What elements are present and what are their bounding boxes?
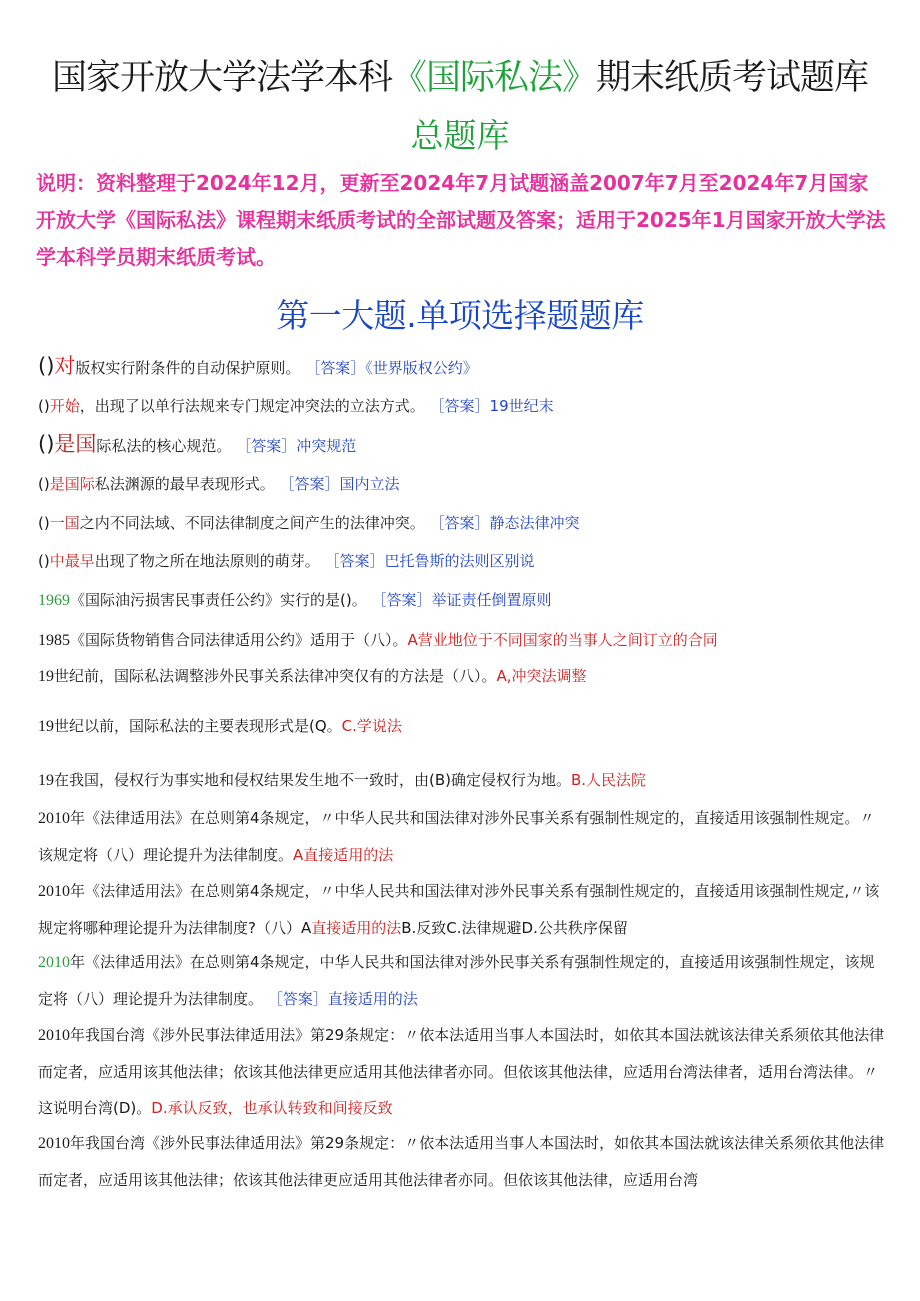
question-answer: ［答案］冲突规范 [236,437,357,455]
question-text: 版权实行附条件的自动保护原则。 [75,359,301,377]
question-highlight: 开始 [49,397,80,415]
question-answer: ［答案］举证责任倒置原则 [371,591,552,609]
question-item [38,505,888,541]
description-note: 说明：资料整理于2024年12月，更新至2024年7月试题涵盖2007年7月至2024年7月国家开放大学《国际私法》课程期末纸质考试的全部试题及答案；适用于2025年1月国家开放大学法学本科学员期末纸质考试。 [36,171,886,269]
question-text: 年《法律适用法》在总则第4条规定，〃中华人民共和国法律对涉外民事关系有强制性规定的，直接适用该强制性规定,〃该规定将哪种理论提升为法律制度?（八）A [38,882,880,937]
question-blank: () [38,475,50,493]
question-text: 年《法律适用法》在总则第4条规定，中华人民共和国法律对涉外民事关系有强制性规定的，直接适用该强制性规定，该规定将（八）理论提升为法律制度。 [38,953,875,1008]
question-text: 年我国台湾《涉外民事法律适用法》第29条规定：〃依本法适用当事人本国法时，如依其本国法就该法律关系须依其他法律而定者，应适用该其他法律；依该其他法律更应适用其他法律者亦同。但依该其他法律，应适用台湾 [38,1134,885,1189]
question-item [38,543,888,579]
question-text: 在我国，侵权行为事实地和侵权结果发生地不一致时，由(B)确定侵权行为地。 [54,771,571,789]
question-year: 19 [38,668,54,685]
question-year: 19 [38,772,54,789]
question-item [38,1017,888,1126]
question-text: 之内不同法域、不同法律制度之间产生的法律冲突。 [79,514,425,532]
question-item [38,388,888,424]
document-subtitle: 总题库 [410,116,510,155]
question-highlight: 中最早 [49,552,95,570]
question-text: 出现了物之所在地法原则的萌芽。 [94,552,320,570]
question-highlight: 对 [54,354,76,378]
question-answer: B.人民法院 [571,771,647,789]
question-item [38,466,888,502]
question-blank: () [38,397,50,415]
question-year: 2010 [38,1027,70,1044]
question-item [38,658,888,695]
question-item [38,1125,888,1198]
question-blank: () [38,432,55,456]
question-answer: D.承认反致，也承认转致和间接反致 [151,1099,393,1117]
question-answer: A,冲突法调整 [496,667,587,685]
question-year: 1985 [38,632,70,649]
question-text: 私法渊源的最早表现形式。 [94,475,275,493]
question-answer: 直接适用的法 [311,919,402,937]
section-title: 第一大题.单项选择题题库 [276,296,644,335]
question-item [38,873,888,946]
question-highlight: 一国 [49,514,80,532]
question-year: 2010 [38,1135,70,1152]
question-year: 19 [38,718,54,735]
question-answer: A营业地位于不同国家的当事人之间订立的合同 [407,631,718,649]
question-answer: A直接适用的法 [293,846,394,864]
question-item [38,944,888,1017]
question-year: 1969 [38,592,70,609]
question-year: 2010 [38,810,70,827]
title-course-name: 《国际私法》 [391,58,596,98]
question-answer: ［答案］直接适用的法 [267,990,418,1008]
question-options: B.反致C.法律规避D.公共秩序保留 [401,919,628,937]
question-text: 年《法律适用法》在总则第4条规定，〃中华人民共和国法律对涉外民事关系有强制性规定的，直接适用该强制性规定。〃该规定将（八）理论提升为法律制度。 [38,809,875,864]
question-blank: () [38,552,50,570]
question-item [38,582,888,619]
question-text: 年我国台湾《涉外民事法律适用法》第29条规定：〃依本法适用当事人本国法时，如依其本国法就该法律关系须依其他法律而定者，应适用该其他法律；依该其他法律更应适用其他法律者亦同。但依该其他法律，应适用台湾法律者，适用台湾法律。〃这说明台湾(D)。 [38,1026,885,1117]
question-answer: ［答案］19世纪末 [429,397,554,415]
question-item [38,708,888,745]
question-text: 《国际油污损害民事责任公约》实行的是()。 [70,591,367,609]
question-item [38,622,888,659]
question-highlight: 是国际 [49,475,95,493]
question-answer: ［答案］巴托鲁斯的法则区别说 [324,552,535,570]
question-text: 世纪前，国际私法调整涉外民事关系法律冲突仅有的方法是（八）。 [54,667,497,685]
document-title [0,50,920,100]
question-text: 际私法的核心规范。 [96,437,232,455]
title-part-3: 期末纸质考试题库 [596,58,869,98]
question-blank: () [38,514,50,532]
question-year: 2010 [38,883,70,900]
title-part-1: 国家开放大学法学本科 [51,58,392,98]
question-year: 2010 [38,954,70,971]
question-answer: ［答案］《世界版权公约》 [305,359,478,377]
question-blank: () [38,354,55,378]
question-answer: ［答案］静态法律冲突 [429,514,580,532]
question-highlight: 是国 [54,432,97,456]
question-item [38,426,888,464]
question-text: ，出现了以单行法规来专门规定冲突法的立法方式。 [79,397,425,415]
question-answer: C.学说法 [341,717,402,735]
question-answer: ［答案］国内立法 [279,475,400,493]
question-text: 世纪以前，国际私法的主要表现形式是(Q。 [54,717,342,735]
question-item [38,348,888,386]
question-item [38,800,888,873]
question-item [38,762,888,799]
question-text: 《国际货物销售合同法律适用公约》适用于（八）。 [70,631,408,649]
